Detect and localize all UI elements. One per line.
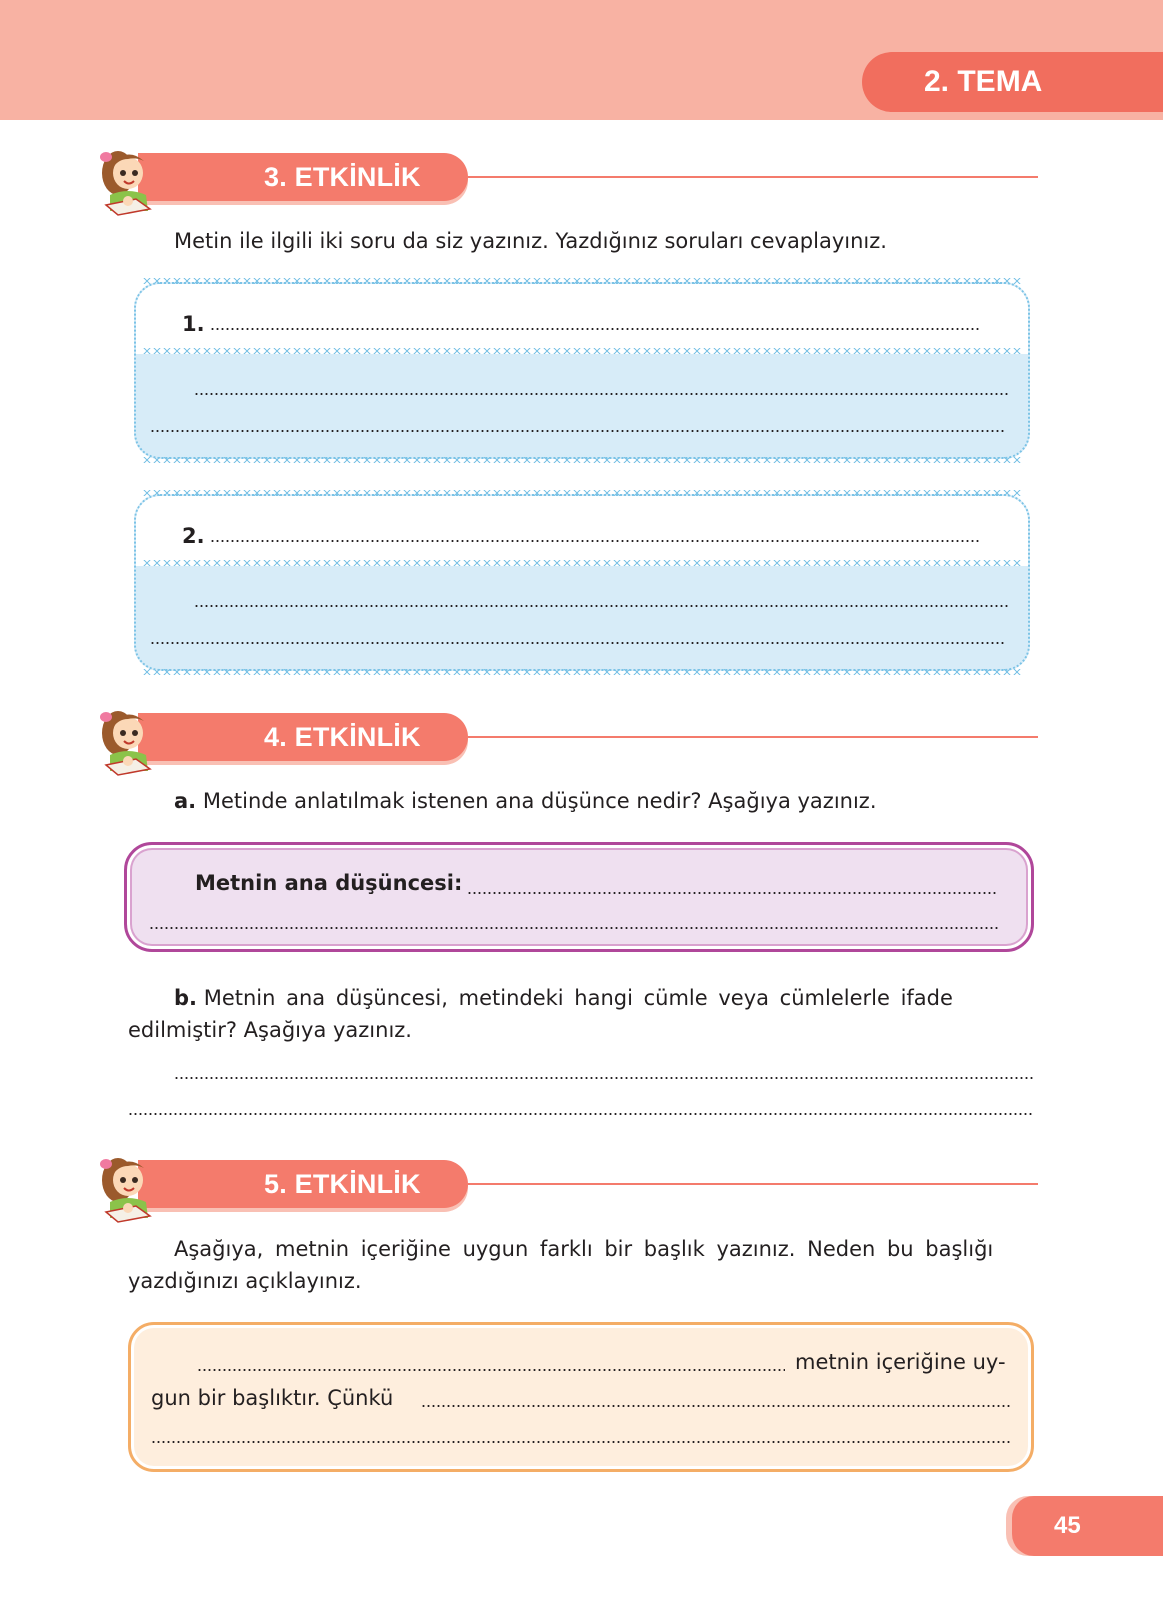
answer-2-line-1[interactable] bbox=[194, 605, 1010, 607]
title-answer-box bbox=[128, 1322, 1034, 1472]
activity4-part-b-line1 bbox=[174, 982, 953, 1014]
girl-reading-icon bbox=[88, 1150, 168, 1225]
theme-tab: 2. TEMA bbox=[862, 52, 1163, 112]
activity4-title: 4. ETKİNLİK bbox=[264, 722, 421, 752]
reason-line-1[interactable] bbox=[421, 1405, 1011, 1407]
question-box-2 bbox=[130, 490, 1034, 675]
girl-reading-icon bbox=[88, 143, 168, 218]
part-b-letter: b. bbox=[174, 986, 198, 1010]
main-idea-line-1[interactable] bbox=[467, 892, 997, 894]
answer-2-line-2[interactable] bbox=[150, 642, 1004, 644]
question-box-1-border-bottom bbox=[142, 457, 1022, 463]
part-b-answer-line-2[interactable] bbox=[128, 1113, 1034, 1115]
activity3-rule bbox=[468, 176, 1038, 178]
activity4-rule bbox=[468, 736, 1038, 738]
page-number: 45 bbox=[1012, 1496, 1163, 1556]
question-box-1-header bbox=[136, 284, 1028, 354]
main-idea-label: Metnin ana düşüncesi: bbox=[195, 871, 463, 895]
question-box-2-header bbox=[136, 496, 1028, 566]
activity4-part-a bbox=[174, 785, 877, 817]
question-box-2-divider bbox=[142, 560, 1022, 566]
main-idea-box bbox=[124, 842, 1034, 952]
activity3-header bbox=[88, 143, 1038, 203]
activity3-title: 3. ETKİNLİK bbox=[264, 162, 421, 192]
activity5-instruction-line1: Aşağıya, metnin içeriğine uygun farklı bir başlık yazınız. Neden bu başlığı bbox=[174, 1237, 994, 1261]
part-b-answer-line-1[interactable] bbox=[174, 1077, 1034, 1079]
activity4-header bbox=[88, 703, 1038, 763]
part-a-text: Metinde anlatılmak istenen ana düşünce nedir? Aşağıya yazınız. bbox=[202, 789, 877, 813]
part-a-letter: a. bbox=[174, 789, 197, 813]
activity5-title-pill bbox=[138, 1160, 468, 1208]
question-box-1 bbox=[130, 278, 1034, 463]
title-box-text-2: gun bir başlıktır. Çünkü bbox=[151, 1386, 394, 1410]
activity3-title-pill bbox=[138, 153, 468, 201]
activity5-title: 5. ETKİNLİK bbox=[264, 1169, 421, 1199]
part-b-text-line1: Metnin ana düşüncesi, metindeki hangi cümle veya cümlelerle ifade bbox=[203, 986, 953, 1010]
activity4-part-b-line2: edilmiştir? Aşağıya yazınız. bbox=[128, 1018, 412, 1042]
main-idea-line-2[interactable] bbox=[149, 927, 999, 929]
question-box-1-divider bbox=[142, 348, 1022, 354]
activity3-instruction: Metin ile ilgili iki soru da siz yazınız. Yazdığınız soruları cevaplayınız. bbox=[174, 229, 887, 253]
reason-line-2[interactable] bbox=[151, 1441, 1011, 1443]
new-title-line[interactable] bbox=[197, 1369, 785, 1371]
girl-reading-icon bbox=[88, 703, 168, 778]
activity5-instruction-line2: yazdığınızı açıklayınız. bbox=[128, 1269, 362, 1293]
activity5-rule bbox=[468, 1183, 1038, 1185]
answer-1-line-2[interactable] bbox=[150, 430, 1004, 432]
question-box-2-border-bottom bbox=[142, 669, 1022, 675]
answer-1-line-1[interactable] bbox=[194, 393, 1010, 395]
question-1-line[interactable] bbox=[210, 328, 980, 330]
question-2-line[interactable] bbox=[210, 540, 980, 542]
activity5-header bbox=[88, 1150, 1038, 1210]
question-2-number: 2. bbox=[182, 524, 205, 548]
activity4-title-pill bbox=[138, 713, 468, 761]
question-1-number: 1. bbox=[182, 312, 205, 336]
title-box-text-1: metnin içeriğine uy- bbox=[795, 1350, 1006, 1374]
